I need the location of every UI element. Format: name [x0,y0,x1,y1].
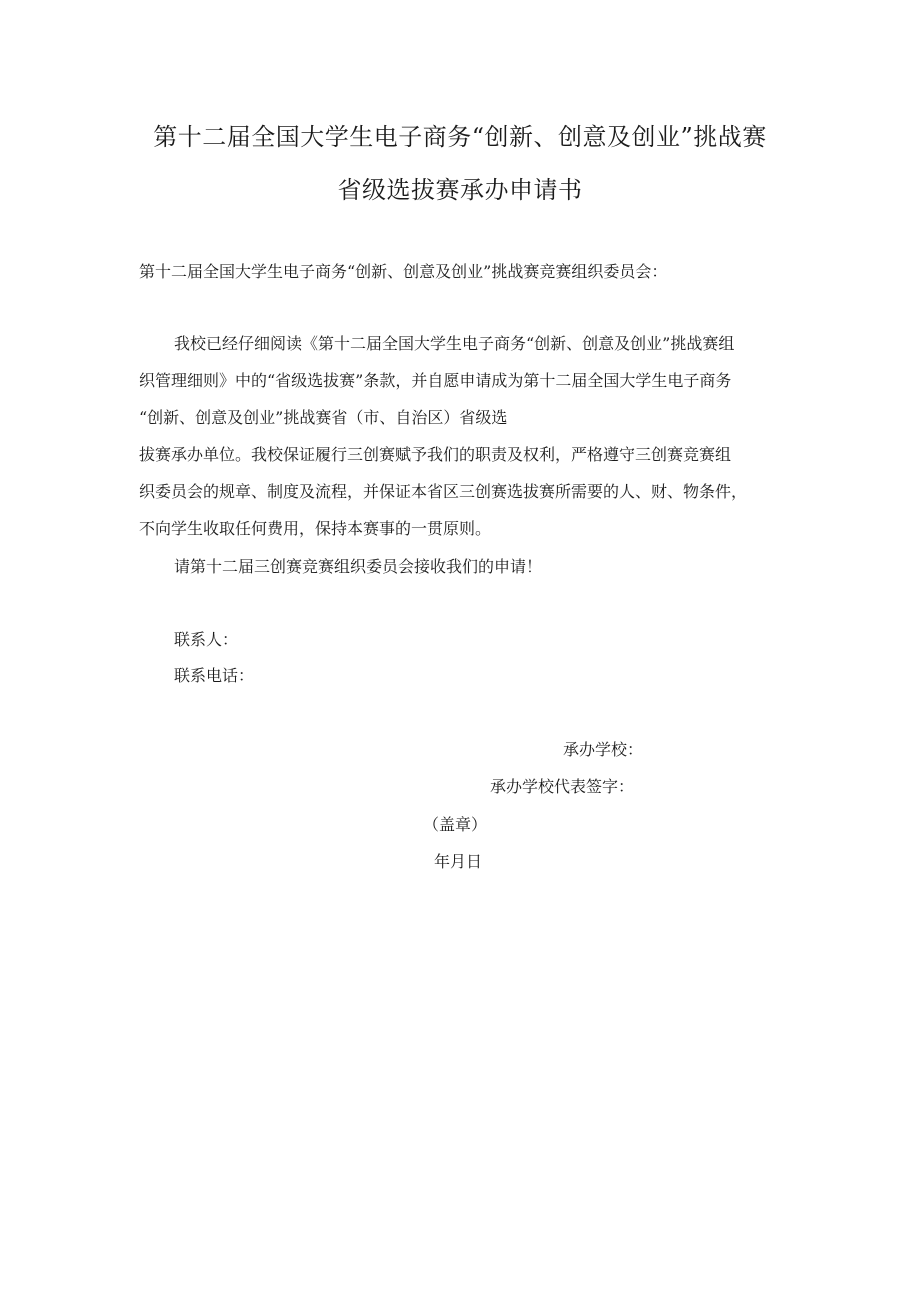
body-line: “创新、创意及创业”挑战赛省（市、自治区）省级选 [139,408,508,427]
body-line: 拔赛承办单位。我校保证履行三创赛赋予我们的职责及权利，严格遵守三创赛竞赛组 [139,445,732,464]
contact-person-label: 联系人： [174,630,239,649]
body-line: 不向学生收取任何费用，保持本赛事的一贯原则。 [139,519,492,538]
school-representative-signature-label: 承办学校代表签字： [490,777,635,796]
date-label: 年月日 [434,852,483,871]
seal-label: （盖章） [423,815,488,834]
host-school-label: 承办学校： [563,740,644,759]
body-line: 织管理细则》中的“省级选拔赛”条款，并自愿申请成为第十二届全国大学生电子商务 [139,371,732,390]
body-paragraph-1 [139,334,779,556]
body-line: 我校已经仔细阅读《第十二届全国大学生电子商务“创新、创意及创业”挑战赛组 [174,334,735,353]
body-paragraph-2: 请第十二届三创赛竞赛组织委员会接收我们的申请！ [174,557,543,576]
body-line: 织委员会的规章、制度及流程，并保证本省区三创赛选拔赛所需要的人、财、物条件， [139,482,748,501]
salutation: 第十二届全国大学生电子商务“创新、创意及创业”挑战赛竞赛组织委员会： [139,262,668,281]
document-title-line2: 省级选拔赛承办申请书 [337,176,583,204]
document-title-line1: 第十二届全国大学生电子商务“创新、创意及创业”挑战赛 [153,123,767,151]
contact-phone-label: 联系电话： [174,666,255,685]
